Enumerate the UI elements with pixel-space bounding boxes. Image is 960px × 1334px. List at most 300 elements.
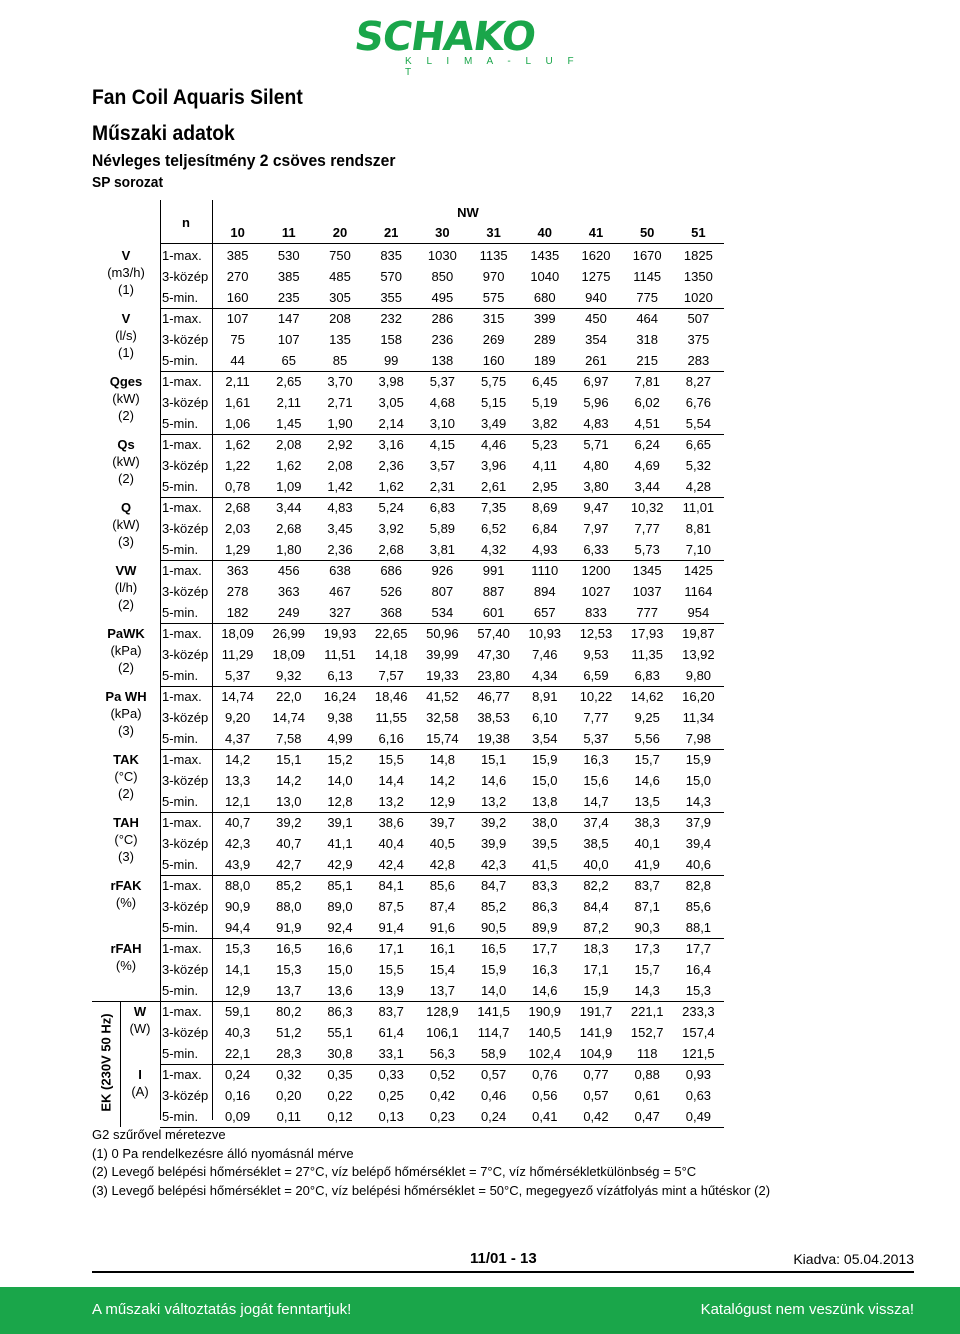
value-cell: 5,23	[532, 437, 558, 452]
value-cell: 283	[687, 353, 710, 368]
value-cell: 42,3	[480, 857, 507, 872]
value-cell: 13,92	[682, 647, 715, 662]
speed-label: 3-közép	[162, 899, 209, 914]
value-cell: 75	[230, 332, 245, 347]
value-cell: 355	[380, 290, 403, 305]
value-cell: 4,93	[532, 542, 558, 557]
value-cell: 0,20	[276, 1088, 302, 1103]
value-cell: 9,32	[276, 668, 302, 683]
value-cell: 55,1	[327, 1025, 353, 1040]
quantity-unit: (°C)	[114, 769, 138, 784]
value-cell: 6,33	[583, 542, 609, 557]
speed-label: 5-min.	[162, 290, 199, 305]
value-cell: 42,9	[327, 857, 353, 872]
value-cell: 65	[281, 353, 297, 368]
speed-label: 1-max.	[162, 563, 202, 578]
value-cell: 16,20	[682, 689, 715, 704]
value-cell: 30,8	[327, 1046, 353, 1061]
value-cell: 289	[533, 332, 556, 347]
value-cell: 23,80	[477, 668, 510, 683]
size-header: 21	[383, 225, 399, 240]
quantity-unit: (2)	[118, 471, 134, 486]
quantity-name: rFAH	[110, 941, 142, 956]
quantity-label	[92, 625, 160, 676]
value-cell: 15,0	[685, 773, 712, 788]
value-cell: 1,09	[276, 479, 302, 494]
value-cell: 3,82	[532, 416, 558, 431]
value-cell: 43,9	[224, 857, 251, 872]
value-cell: 191,7	[579, 1004, 613, 1019]
n-label: n	[182, 215, 190, 230]
speed-label: 1-max.	[162, 878, 202, 893]
value-cell: 4,46	[480, 437, 507, 452]
value-cell: 41,5	[532, 857, 558, 872]
value-cell: 0,24	[224, 1067, 251, 1082]
value-cell: 0,13	[378, 1109, 404, 1124]
value-cell: 88,0	[276, 899, 302, 914]
quantity-label	[92, 877, 160, 911]
value-cell: 9,38	[327, 710, 353, 725]
value-cell: 17,93	[630, 626, 664, 641]
value-cell: 8,81	[685, 521, 712, 536]
value-cell: 15,5	[378, 752, 404, 767]
speed-label: 3-közép	[162, 836, 209, 851]
value-cell: 9,20	[224, 710, 251, 725]
value-cell: 4,51	[634, 416, 660, 431]
value-cell: 85,1	[327, 878, 353, 893]
value-cell: 2,92	[327, 437, 353, 452]
value-cell: 14,0	[480, 983, 507, 998]
value-cell: 190,9	[528, 1004, 562, 1019]
speed-label: 5-min.	[162, 1109, 199, 1124]
value-cell: 8,91	[532, 689, 558, 704]
size-header: 31	[486, 225, 501, 240]
value-cell: 3,98	[378, 374, 404, 389]
value-cell: 12,9	[429, 794, 456, 809]
value-cell: 147	[277, 311, 300, 326]
value-cell: 38,3	[634, 815, 660, 830]
value-cell: 1,06	[224, 416, 251, 431]
quantity-unit: (2)	[118, 408, 134, 423]
value-cell: 363	[277, 584, 300, 599]
value-cell: 2,03	[224, 521, 251, 536]
value-cell: 5,73	[634, 542, 660, 557]
value-cell: 13,8	[532, 794, 558, 809]
value-cell: 140,5	[528, 1025, 562, 1040]
speed-label: 5-min.	[162, 605, 199, 620]
value-cell: 3,96	[480, 458, 507, 473]
quantity-name: rFAK	[110, 878, 142, 893]
speed-label: 1-max.	[162, 311, 202, 326]
value-cell: 17,7	[532, 941, 558, 956]
value-cell: 3,70	[327, 374, 353, 389]
value-cell: 42,3	[224, 836, 251, 851]
value-cell: 894	[533, 584, 556, 599]
value-cell: 233,3	[682, 1004, 715, 1019]
value-cell: 0,32	[276, 1067, 302, 1082]
value-cell: 0,57	[583, 1088, 609, 1103]
value-cell: 18,09	[272, 647, 306, 662]
product-title: Fan Coil Aquaris Silent	[92, 86, 303, 109]
value-cell: 3,44	[634, 479, 660, 494]
value-cell: 0,12	[327, 1109, 353, 1124]
value-cell: 2,36	[378, 458, 404, 473]
speed-label: 5-min.	[162, 794, 199, 809]
value-cell: 2,14	[378, 416, 404, 431]
footer-disclaimer: A műszaki változtatás jogát fenntartjuk!	[92, 1301, 352, 1318]
value-cell: 208	[329, 311, 351, 326]
value-cell: 3,16	[378, 437, 404, 452]
speed-label: 5-min.	[162, 668, 199, 683]
value-cell: 102,4	[528, 1046, 562, 1061]
value-cell: 1200	[581, 563, 611, 578]
value-cell: 40,5	[429, 836, 456, 851]
value-cell: 158	[380, 332, 403, 347]
value-cell: 5,75	[480, 374, 507, 389]
value-cell: 485	[329, 269, 351, 284]
value-cell: 10,93	[528, 626, 562, 641]
value-cell: 507	[687, 311, 710, 326]
value-cell: 13,6	[327, 983, 353, 998]
value-cell: 59,1	[224, 1004, 251, 1019]
value-cell: 33,1	[378, 1046, 404, 1061]
value-cell: 3,05	[378, 395, 404, 410]
value-cell: 2,61	[480, 479, 507, 494]
value-cell: 15,9	[532, 752, 558, 767]
technical-data-table	[92, 200, 724, 1124]
value-cell: 38,5	[583, 836, 609, 851]
value-cell: 39,9	[480, 836, 507, 851]
value-cell: 13,0	[276, 794, 302, 809]
value-cell: 680	[533, 290, 556, 305]
value-cell: 14,2	[224, 752, 251, 767]
quantity-label	[92, 562, 160, 613]
value-cell: 9,53	[583, 647, 609, 662]
quantity-unit: (1)	[118, 345, 134, 360]
value-cell: 12,53	[579, 626, 613, 641]
value-cell: 0,25	[378, 1088, 404, 1103]
speed-label: 5-min.	[162, 731, 199, 746]
value-cell: 750	[329, 248, 351, 263]
value-cell: 15,4	[429, 962, 456, 977]
quantity-unit: (%)	[115, 958, 137, 973]
value-cell: 15,1	[480, 752, 507, 767]
value-cell: 6,10	[532, 710, 558, 725]
value-cell: 17,3	[634, 941, 660, 956]
value-cell: 1,29	[224, 542, 251, 557]
quantity-unit: (1)	[118, 282, 134, 297]
value-cell: 2,68	[276, 521, 302, 536]
quantity-label	[92, 688, 160, 739]
value-cell: 3,44	[276, 500, 302, 515]
value-cell: 0,78	[224, 479, 251, 494]
quantity-name: W	[133, 1004, 147, 1019]
speed-label: 1-max.	[162, 500, 202, 515]
value-cell: 84,7	[480, 878, 507, 893]
value-cell: 601	[482, 605, 505, 620]
value-cell: 82,2	[583, 878, 609, 893]
value-cell: 249	[277, 605, 300, 620]
value-cell: 16,5	[276, 941, 302, 956]
value-cell: 7,77	[583, 710, 609, 725]
size-header: 11	[281, 225, 296, 240]
value-cell: 9,80	[685, 668, 712, 683]
value-cell: 86,3	[532, 899, 558, 914]
value-cell: 5,37	[583, 731, 609, 746]
value-cell: 495	[431, 290, 454, 305]
value-cell: 368	[380, 605, 403, 620]
value-cell: 16,6	[327, 941, 353, 956]
value-cell: 1,22	[224, 458, 251, 473]
value-cell: 28,3	[276, 1046, 302, 1061]
value-cell: 92,4	[327, 920, 353, 935]
value-cell: 1030	[427, 248, 457, 263]
speed-label: 1-max.	[162, 437, 202, 452]
value-cell: 8,27	[685, 374, 712, 389]
value-cell: 1,42	[327, 479, 353, 494]
value-cell: 18,46	[374, 689, 408, 704]
value-cell: 2,68	[224, 500, 251, 515]
value-cell: 106,1	[426, 1025, 459, 1040]
size-header: 30	[435, 225, 450, 240]
value-cell: 88,0	[224, 878, 251, 893]
speed-label: 5-min.	[162, 920, 199, 935]
value-cell: 0,52	[429, 1067, 456, 1082]
value-cell: 0,33	[378, 1067, 404, 1082]
value-cell: 7,58	[276, 731, 302, 746]
value-cell: 5,71	[583, 437, 609, 452]
value-cell: 991	[482, 563, 505, 578]
value-cell: 104,9	[579, 1046, 613, 1061]
speed-label: 3-közép	[162, 395, 209, 410]
value-cell: 16,3	[532, 962, 558, 977]
value-cell: 2,11	[225, 374, 250, 389]
speed-label: 3-közép	[162, 962, 209, 977]
value-cell: 12,8	[327, 794, 353, 809]
value-cell: 4,80	[583, 458, 609, 473]
speed-label: 1-max.	[162, 626, 202, 641]
value-cell: 1110	[531, 563, 559, 578]
value-cell: 22,1	[224, 1046, 251, 1061]
value-cell: 17,7	[685, 941, 712, 956]
quantity-unit: (kW)	[112, 454, 140, 469]
issue-date: Kiadva: 05.04.2013	[793, 1251, 914, 1267]
value-cell: 141,9	[579, 1025, 613, 1040]
speed-label: 1-max.	[162, 815, 202, 830]
value-cell: 85,2	[276, 878, 302, 893]
value-cell: 0,42	[429, 1088, 456, 1103]
value-cell: 327	[329, 605, 351, 620]
header-line	[160, 243, 724, 244]
value-cell: 4,68	[429, 395, 456, 410]
value-cell: 14,74	[272, 710, 306, 725]
value-cell: 7,98	[685, 731, 712, 746]
speed-label: 3-közép	[162, 1088, 209, 1103]
value-cell: 189	[533, 353, 556, 368]
value-cell: 1,45	[276, 416, 302, 431]
value-cell: 14,6	[532, 983, 558, 998]
quantity-unit: (l/s)	[115, 328, 137, 343]
page-number: 11/01 - 13	[470, 1250, 537, 1267]
value-cell: 41,1	[327, 836, 353, 851]
value-cell: 286	[431, 311, 454, 326]
logo-tagline: K L I M A - L U F T	[405, 56, 580, 78]
speed-label: 1-max.	[162, 374, 202, 389]
size-header: 40	[537, 225, 553, 240]
value-cell: 850	[431, 269, 454, 284]
value-cell: 5,89	[429, 521, 456, 536]
value-cell: 17,1	[583, 962, 609, 977]
speed-label: 1-max.	[162, 752, 202, 767]
value-cell: 1825	[683, 248, 713, 263]
speed-label: 1-max.	[162, 1004, 202, 1019]
value-cell: 235	[277, 290, 300, 305]
value-cell: 40,4	[378, 836, 404, 851]
value-cell: 39,5	[532, 836, 558, 851]
value-cell: 1,61	[224, 395, 251, 410]
value-cell: 14,3	[634, 983, 660, 998]
quantity-unit: (kW)	[112, 391, 140, 406]
value-cell: 0,16	[224, 1088, 251, 1103]
value-cell: 534	[431, 605, 454, 620]
value-cell: 1,62	[378, 479, 404, 494]
value-cell: 278	[226, 584, 249, 599]
value-cell: 10,32	[630, 500, 664, 515]
value-cell: 2,68	[378, 542, 404, 557]
value-cell: 14,4	[378, 773, 404, 788]
value-cell: 2,11	[276, 395, 301, 410]
footnote: (1) 0 Pa rendelkezésre álló nyomásnál mérve	[92, 1145, 354, 1161]
value-cell: 526	[380, 584, 403, 599]
quantity-label	[92, 814, 160, 865]
value-cell: 16,4	[685, 962, 712, 977]
value-cell: 50,96	[426, 626, 459, 641]
value-cell: 833	[585, 605, 607, 620]
value-cell: 85,2	[480, 899, 507, 914]
value-cell: 13,2	[378, 794, 404, 809]
value-cell: 56,3	[429, 1046, 456, 1061]
value-cell: 107	[226, 311, 249, 326]
value-cell: 385	[226, 248, 249, 263]
value-cell: 61,4	[378, 1025, 404, 1040]
value-cell: 1145	[633, 269, 662, 284]
value-cell: 37,9	[685, 815, 712, 830]
value-cell: 42,7	[276, 857, 302, 872]
speed-label: 3-közép	[162, 710, 209, 725]
value-cell: 15,1	[276, 752, 302, 767]
value-cell: 40,0	[583, 857, 609, 872]
value-cell: 2,36	[327, 542, 353, 557]
value-cell: 5,96	[583, 395, 609, 410]
value-cell: 6,16	[378, 731, 404, 746]
quantity-unit: (l/h)	[114, 580, 138, 595]
value-cell: 94,4	[224, 920, 251, 935]
speed-label: 3-közép	[162, 521, 209, 536]
value-cell: 7,81	[634, 374, 660, 389]
value-cell: 88,1	[685, 920, 712, 935]
speed-label: 3-közép	[162, 332, 209, 347]
value-cell: 160	[226, 290, 249, 305]
value-cell: 90,5	[480, 920, 507, 935]
quantity-name: PaWK	[107, 626, 145, 641]
value-cell: 1350	[683, 269, 713, 284]
value-cell: 15,3	[224, 941, 251, 956]
speed-label: 5-min.	[162, 353, 199, 368]
value-cell: 6,52	[480, 521, 507, 536]
quantity-unit: (3)	[118, 534, 134, 549]
value-cell: 4,28	[685, 479, 712, 494]
quantity-name: Pa WH	[105, 689, 147, 704]
value-cell: 926	[431, 563, 454, 578]
quantity-label	[120, 1003, 160, 1037]
value-cell: 58,9	[480, 1046, 507, 1061]
footer-bar	[0, 1287, 960, 1334]
value-cell: 1,80	[276, 542, 302, 557]
speed-label: 5-min.	[162, 416, 199, 431]
value-cell: 0,24	[480, 1109, 507, 1124]
value-cell: 4,11	[532, 458, 557, 473]
value-cell: 1435	[530, 248, 560, 263]
value-cell: 13,3	[224, 773, 251, 788]
value-cell: 9,47	[583, 500, 609, 515]
value-cell: 4,34	[532, 668, 558, 683]
value-cell: 18,09	[221, 626, 254, 641]
quantity-label	[92, 940, 160, 974]
value-cell: 32,58	[426, 710, 459, 725]
value-cell: 84,4	[583, 899, 609, 914]
quantity-unit: (m3/h)	[107, 265, 145, 280]
size-header: 50	[639, 225, 655, 240]
size-header: 51	[691, 225, 706, 240]
value-cell: 940	[585, 290, 607, 305]
value-cell: 1,62	[224, 437, 251, 452]
value-cell: 0,63	[685, 1088, 712, 1103]
value-cell: 86,3	[327, 1004, 353, 1019]
footnote: G2 szűrővel méretezve	[92, 1127, 226, 1142]
value-cell: 16,24	[323, 689, 357, 704]
value-cell: 11,01	[682, 500, 715, 515]
value-cell: 1020	[683, 290, 713, 305]
quantity-name: VW	[115, 563, 137, 578]
section-title: Műszaki adatok	[92, 122, 235, 145]
value-cell: 51,2	[276, 1025, 302, 1040]
value-cell: 11,55	[375, 710, 407, 725]
section-heading: Névleges teljesítmény 2 csöves rendszer	[92, 151, 396, 170]
value-cell: 6,83	[429, 500, 456, 515]
value-cell: 15,9	[480, 962, 507, 977]
value-cell: 13,9	[378, 983, 404, 998]
value-cell: 1275	[581, 269, 611, 284]
value-cell: 0,46	[480, 1088, 507, 1103]
value-cell: 6,02	[634, 395, 660, 410]
value-cell: 4,69	[634, 458, 660, 473]
speed-label: 3-közép	[162, 647, 209, 662]
value-cell: 39,7	[429, 815, 456, 830]
value-cell: 215	[636, 353, 659, 368]
value-cell: 575	[482, 290, 505, 305]
value-cell: 15,74	[426, 731, 459, 746]
value-cell: 9,25	[634, 710, 660, 725]
quantity-unit: (2)	[118, 786, 134, 801]
value-cell: 15,3	[276, 962, 302, 977]
quantity-label	[92, 247, 160, 298]
value-cell: 11,35	[631, 647, 663, 662]
value-cell: 91,9	[276, 920, 302, 935]
speed-label: 3-közép	[162, 1025, 209, 1040]
value-cell: 141,5	[477, 1004, 510, 1019]
value-cell: 0,22	[327, 1088, 353, 1103]
value-cell: 19,38	[477, 731, 510, 746]
